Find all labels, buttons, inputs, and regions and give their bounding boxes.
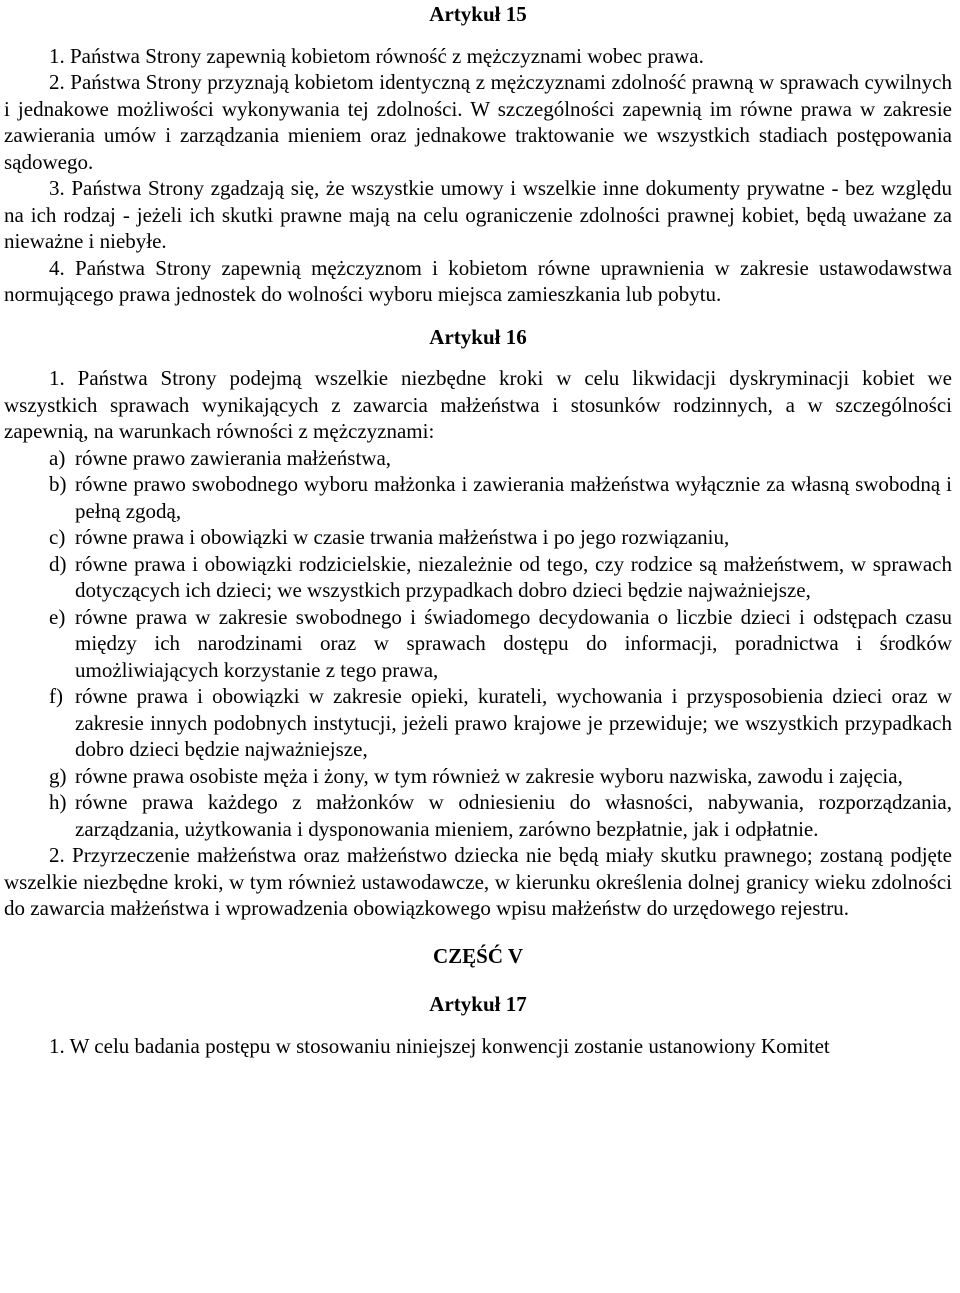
- list-item-text: równe prawa osobiste męża i żony, w tym również w zakresie wyboru nazwiska, zawodu i zajęcia,: [75, 763, 903, 788]
- list-item-text: równe prawa w zakresie swobodnego i świadomego decydowania o liczbie dzieci i odstępach czasu między ich narodzinami oraz w sprawach dostępu do informacji, poradnictwa i środków umożliwiających korzystanie z tego prawa,: [75, 604, 952, 682]
- list-item-text: równe prawa każdego z małżonków w odniesieniu do własności, nabywania, rozporządzania, zarządzania, użytkowania i dysponowania mieniem, zarówno bezpłatnie, jak i odpłatnie.: [75, 790, 952, 841]
- list-item: [4, 471, 952, 524]
- list-item: [4, 524, 952, 551]
- list-item: [4, 604, 952, 684]
- list-item: [4, 789, 952, 842]
- article-15-paragraph-4: 4. Państwa Strony zapewnią mężczyznom i kobietom równe uprawnienia w zakresie ustawodawstwa normującego prawa jednostek do wolności wyboru miejsca zamieszkania lub pobytu.: [4, 255, 952, 306]
- article-15-paragraph-3: 3. Państwa Strony zgadzają się, że wszystkie umowy i wszelkie inne dokumenty prywatne - bez względu na ich rodzaj - jeżeli ich skutki prawne mają na celu ograniczenie zdolności prawnej kobiet, będą uważane za nieważne i niebyłe.: [4, 176, 952, 253]
- article-17-heading: Artykuł 17: [429, 992, 527, 1016]
- list-item-marker: g): [49, 763, 67, 788]
- list-item-marker: b): [49, 472, 67, 496]
- article-15-paragraph-2: 2. Państwa Strony przyznają kobietom identyczną z mężczyznami zdolność prawną w sprawach cywilnych i jednakowe możliwości wykonywania tej zdolności. W szczególności zapewnią im równe prawa w zakresie zawierania umów i zarządzania mieniem oraz jednakowe traktowanie we wszystkich stadiach postępowania sądowego.: [4, 70, 952, 174]
- article-15-heading: Artykuł 15: [429, 2, 527, 26]
- article-16-paragraph-1: 1. Państwa Strony podejmą wszelkie niezbędne kroki w celu likwidacji dyskryminacji kobiet we wszystkich sprawach wynikających z zawarcia małżeństwa i stosunków rodzinnych, a w szczególności zapewnią, na warunkach równości z mężczyznami:: [4, 366, 952, 443]
- list-item-marker: a): [49, 445, 66, 470]
- list-item-text: równe prawa i obowiązki w czasie trwania małżeństwa i po jego rozwiązaniu,: [75, 525, 730, 549]
- article-15-paragraph-1: 1. Państwa Strony zapewnią kobietom równość z mężczyznami wobec prawa.: [49, 43, 704, 68]
- list-item-marker: h): [49, 790, 67, 814]
- article-16-list: [4, 445, 952, 843]
- article-17-paragraph-1: 1. W celu badania postępu w stosowaniu niniejszej konwencji zostanie ustanowiony Komitet: [49, 1033, 830, 1058]
- list-item-marker: f): [49, 684, 63, 708]
- list-item: [4, 683, 952, 763]
- list-item-marker: c): [49, 525, 66, 549]
- list-item-marker: e): [49, 604, 66, 629]
- list-item: [4, 763, 952, 790]
- document-page: [0, 1, 952, 1059]
- list-item: [4, 445, 952, 472]
- list-item-text: równe prawo swobodnego wyboru małżonka i zawierania małżeństwa wyłącznie za własną swobodną i pełną zgodą,: [75, 472, 952, 523]
- list-item-text: równe prawa i obowiązki w zakresie opieki, kurateli, wychowania i przysposobienia dzieci oraz w zakresie innych podobnych instytucji, jeżeli prawo krajowe je przewiduje; we wszystkich przypadkach dobro dzieci będzie najważniejsze,: [75, 684, 952, 761]
- part-5-heading: CZĘŚĆ V: [432, 943, 524, 968]
- article-16-paragraph-2: 2. Przyrzeczenie małżeństwa oraz małżeństwo dziecka nie będą miały skutku prawnego; zostaną podjęte wszelkie niezbędne kroki, w tym również ustawodawcze, w kierunku określenia dolnej granicy wieku zdolności do zawarcia małżeństwa i wprowadzenia obowiązkowego wpisu małżeństw do urzędowego rejestru.: [4, 843, 952, 920]
- list-item: [4, 551, 952, 604]
- list-item-marker: d): [49, 551, 67, 576]
- article-16-heading: Artykuł 16: [429, 324, 527, 349]
- list-item-text: równe prawo zawierania małżeństwa,: [75, 445, 392, 470]
- list-item-text: równe prawa i obowiązki rodzicielskie, niezależnie od tego, czy rodzice są małżeństwem, w sprawach dotyczących ich dzieci; we wszystkich przypadkach dobro dzieci będzie najważniejsze,: [75, 551, 952, 602]
